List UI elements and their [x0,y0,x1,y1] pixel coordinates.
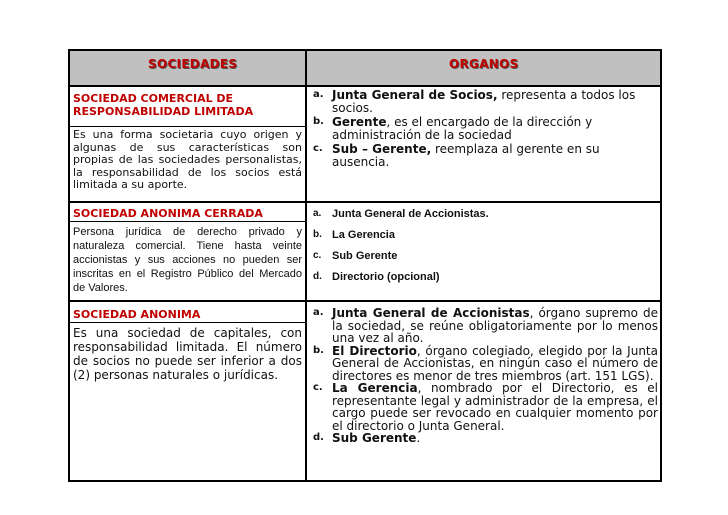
column-divider [305,51,307,480]
row-description-sa: Es una sociedad de capitales, con responsabilidad limitada. El número de socios no puede ser inferior a dos (2) personas naturales o jurídicas. [73,326,302,382]
row-description-srl: Es una forma societaria cuyo origen y algunas de sus características son propias de las sociedades personalistas, la responsabilidad de los socios está limitada a su aporte. [73,128,302,191]
row-description-sac: Persona jurídica de derecho privado y naturaleza comercial. Tiene hasta veinte accionistas y sus acciones no pueden ser inscritas en el Registro Público del Mercado de Valores. [73,226,302,294]
list-item: c. Sub Gerente [313,250,398,262]
organs-list-sac [310,207,652,291]
list-item: d. Sub Gerente. [313,431,421,445]
row-title-srl: SOCIEDAD COMERCIAL DE RESPONSABILIDAD LIMITADA [73,92,254,118]
list-item: c. Sub – Gerente, reemplaza al gerente en su ausencia. [313,142,600,169]
societies-table [68,49,662,482]
inner-divider [70,126,305,127]
list-item: a. Junta General de Accionistas, órgano supremo de la sociedad, se reúne obligatoriamente por lo menos una vez al año. [313,306,658,345]
list-item: d. Directorio (opcional) [313,271,440,283]
row-title-sac: SOCIEDAD ANONIMA CERRADA [73,207,263,220]
header-sociedades: SOCIEDADES [148,57,238,71]
inner-divider [70,322,305,323]
list-item: b. Gerente, es el encargado de la dirección y administración de la sociedad [313,115,593,142]
row-divider [70,300,660,302]
list-item: a. Junta General de Socios, representa a todos los socios. [313,88,636,115]
row-divider [70,201,660,203]
row-title-sa: SOCIEDAD ANONIMA [73,308,201,321]
list-item: b. La Gerencia [313,229,395,241]
header-cell-organos [307,51,660,85]
organs-list-sa [310,307,658,445]
inner-divider [70,221,305,222]
list-item: c. La Gerencia, nombrado por el Directorio, es el representante legal y administrador de la empresa, el cargo puede ser revocado en cualquier momento por el directorio o Junta General. [313,381,658,433]
header-cell-sociedades [70,51,305,85]
list-item: a. Junta General de Accionistas. [313,208,489,220]
row-divider [70,85,660,87]
organs-list-srl [310,89,652,168]
list-item: b. El Directorio, órgano colegiado, elegido por la Junta General de Accionistas, en ningún caso el número de directores es menor de tres miembros (art. 151 LGS). [313,343,658,383]
header-organos: ORGANOS [449,57,519,71]
